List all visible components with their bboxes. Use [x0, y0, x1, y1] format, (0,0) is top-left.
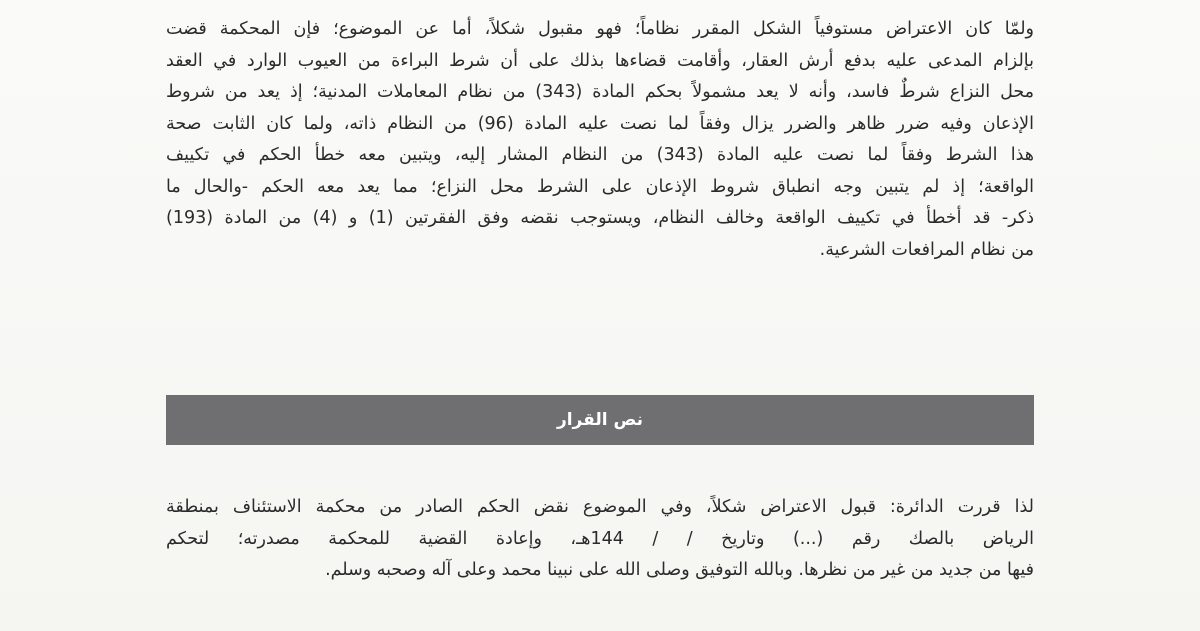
- decision-line: فيها من جديد من غير من نظرها. وبالله التوفيق وصلى الله على نبينا محمد وعلى آله وصحبه وسلم.: [325, 560, 1034, 580]
- reasoning-line: الإذعان وفيه ضرر ظاهر والضرر يزال وفقاً لما نصت عليه المادة (96) من النظام ذاته، ولما كان الثابت صحة: [166, 113, 1034, 134]
- reasoning-line: من نظام المرافعات الشرعية.: [819, 239, 1034, 260]
- decision-line: لذا قررت الدائرة: قبول الاعتراض شكلاً، وفي الموضوع نقض الحكم الصادر من محكمة الاستئناف بمنطقة: [166, 497, 1034, 517]
- reasoning-line: محل النزاع شرطٌ فاسد، وأنه لا يعد مشمولاً بحكم المادة (343) من نظام المعاملات المدنية؛ إذ يعد من شروط: [166, 82, 1034, 102]
- reasoning-line: هذا الشرط وفقاً لما نصت عليه المادة (343) من النظام المشار إليه، ويتبين معه خطأ الحكم في تكييف: [166, 145, 1034, 165]
- section-heading: نص القرار: [556, 410, 644, 430]
- reasoning-line: ولمّا كان الاعتراض مستوفياً الشكل المقرر نظاماً؛ فهو مقبول شكلاً، أما عن الموضوع؛ فإن المحكمة قضت: [166, 19, 1034, 39]
- reasoning-line: بإلزام المدعى عليه بدفع أرش العقار، وأقامت قضاءها بذلك على أن شرط البراءة من العيوب الوارد في العقد: [166, 50, 1034, 71]
- decision-paragraph: [166, 492, 1034, 587]
- decision-line: الرياض بالصك رقم (...) وتاريخ / / 144هـ، وإعادة القضية للمحكمة مصدرته؛ لتحكم: [166, 528, 1034, 549]
- reasoning-line: ذكر- قد أخطأ في تكييف الواقعة وخالف النظام، ويستوجب نقضه وفق الفقرتين (1) و (4) من المادة (193): [166, 208, 1034, 228]
- section-heading-banner: [166, 395, 1034, 445]
- reasoning-line: الواقعة؛ إذ لم يتبين وجه انطباق شروط الإذعان على الشرط محل النزاع؛ مما يعد معه الحكم -والحال ما: [166, 176, 1034, 197]
- reasoning-paragraph: [166, 14, 1034, 266]
